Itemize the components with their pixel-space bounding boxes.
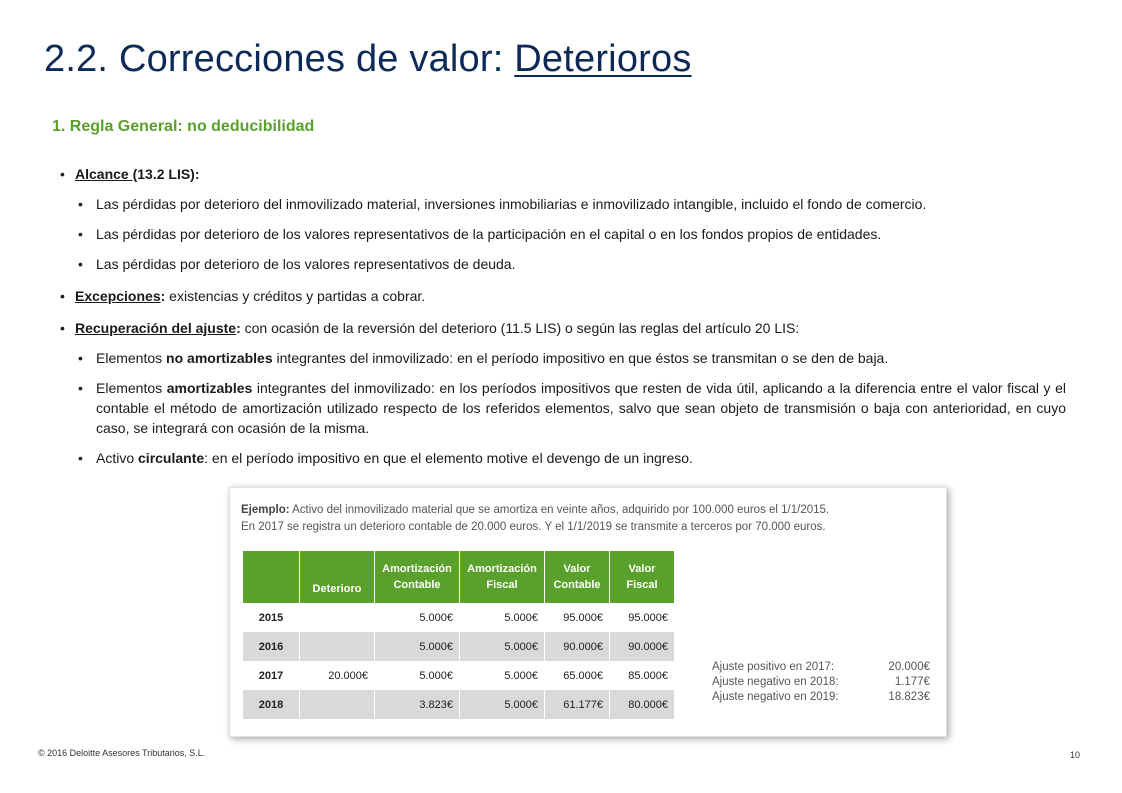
year-cell: 2017 [243,661,300,690]
item-post: integrantes del inmovilizado: en el período impositivo en que éstos se transmitan o se den de baja. [272,350,889,366]
table-cell: 5.000€ [460,603,545,632]
table-cell [300,603,375,632]
header-cell: Amortización Contable [375,551,460,603]
adjustments-list [712,660,930,705]
table-cell: 85.000€ [610,661,675,690]
copyright-footer: © 2016 Deloitte Asesores Tributarios, S.L. [38,748,206,758]
excepciones-label: Excepciones [75,288,161,304]
table-row [243,690,675,719]
item-pre: Activo [96,450,139,466]
table-cell: 5.000€ [375,603,460,632]
table-cell: 65.000€ [545,661,610,690]
adjustment-row [712,675,930,690]
example-text [241,502,941,536]
title-underlined: Deterioros [514,38,692,80]
item-pre: Elementos [96,350,167,366]
alcance-item: • Las pérdidas por deterioro de los valores representativos de la participación en el capital o en los fondos propios de entidades. [60,224,1066,244]
alcance-item: • Las pérdidas por deterioro del inmovilizado material, inversiones inmobiliarias e inmovilizado intangible, incluido el fondo de comercio. [60,194,1066,214]
adjustment-row [712,660,930,675]
table-cell [300,690,375,719]
item-bold: no amortizables [166,350,273,366]
table-cell: 80.000€ [610,690,675,719]
table-cell: 90.000€ [545,632,610,661]
table-cell [300,632,375,661]
recuperacion-item [60,348,1066,368]
year-cell: 2015 [243,603,300,632]
recuperacion-text: con ocasión de la reversión del deterioro (11.5 LIS) o según las reglas del artículo 20 LIS: [240,320,800,336]
bullet-recuperacion [60,318,1066,338]
item-post: integrantes del inmovilizado: en los períodos impositivos que resten de vida útil, aplicando a la diferencia entre el valor fiscal y el contable el método de amortización utilizado respecto de los referidos elementos, salvo que sean objeto de transmisión o baja con anterioridad, en cuyo caso, se integrará con ocasión de la misma. [96,380,1066,436]
example-line2: En 2017 se registra un deterioro contable de 20.000 euros. Y el 1/1/2019 se transmite a terceros por 70.000 euros. [241,521,826,533]
header-cell [243,551,300,603]
recuperacion-colon: : [236,320,241,336]
bullet-excepciones [60,286,1066,306]
item-bold: amortizables [166,380,253,396]
example-table [243,551,675,719]
adjustment-label: Ajuste negativo en 2018: [712,676,839,688]
header-cell: Valor Fiscal [610,551,675,603]
alcance-item: • Las pérdidas por deterioro de los valores representativos de deuda. [60,254,1066,274]
table-row [243,632,675,661]
table-cell: 5.000€ [460,661,545,690]
alcance-label: Alcance [75,166,133,182]
table-cell: 5.000€ [375,661,460,690]
table-row [243,661,675,690]
table-cell: 90.000€ [610,632,675,661]
recuperacion-item [60,448,1066,468]
adjustment-value: 1.177€ [894,676,930,688]
table-cell: 95.000€ [545,603,610,632]
title-prefix: 2.2. Correcciones de valor: [44,38,515,80]
adjustment-value: 18.823€ [888,691,930,703]
bullet-alcance [60,164,1066,184]
year-cell: 2018 [243,690,300,719]
excepciones-colon: : [160,288,166,304]
adjustment-row [712,690,930,705]
adjustment-value: 20.000€ [888,661,930,673]
section-subtitle: 1. Regla General: no deducibilidad [52,118,315,135]
table-cell: 3.823€ [375,690,460,719]
header-cell: Valor Contable [545,551,610,603]
table-row [243,603,675,632]
table-cell: 61.177€ [545,690,610,719]
example-box [229,487,947,737]
item-bold: circulante [138,450,205,466]
recuperacion-label: Recuperación del ajuste [75,320,237,336]
adjustment-label: Ajuste negativo en 2019: [712,691,839,703]
table-cell: 20.000€ [300,661,375,690]
example-line1: Activo del inmovilizado material que se amortiza en veinte años, adquirido por 100.000 euros el 1/1/2015. [289,504,830,516]
page-number: 10 [1070,750,1081,760]
item-pre: Elementos [96,380,167,396]
recuperacion-item [60,378,1066,438]
page-title [44,38,692,81]
header-cell: Deterioro [300,551,375,603]
table-cell: 5.000€ [375,632,460,661]
header-cell: Amortización Fiscal [460,551,545,603]
year-cell: 2016 [243,632,300,661]
table-cell: 5.000€ [460,632,545,661]
table-cell: 95.000€ [610,603,675,632]
adjustment-label: Ajuste positivo en 2017: [712,661,835,673]
alcance-rest: (13.2 LIS): [132,166,200,182]
item-post: : en el período impositivo en que el elemento motive el devengo de un ingreso. [204,450,693,466]
content-body [60,164,1066,468]
excepciones-text: existencias y créditos y partidas a cobrar. [165,288,426,304]
example-label: Ejemplo: [241,504,290,516]
table-cell: 5.000€ [460,690,545,719]
table-header-row [243,551,675,603]
